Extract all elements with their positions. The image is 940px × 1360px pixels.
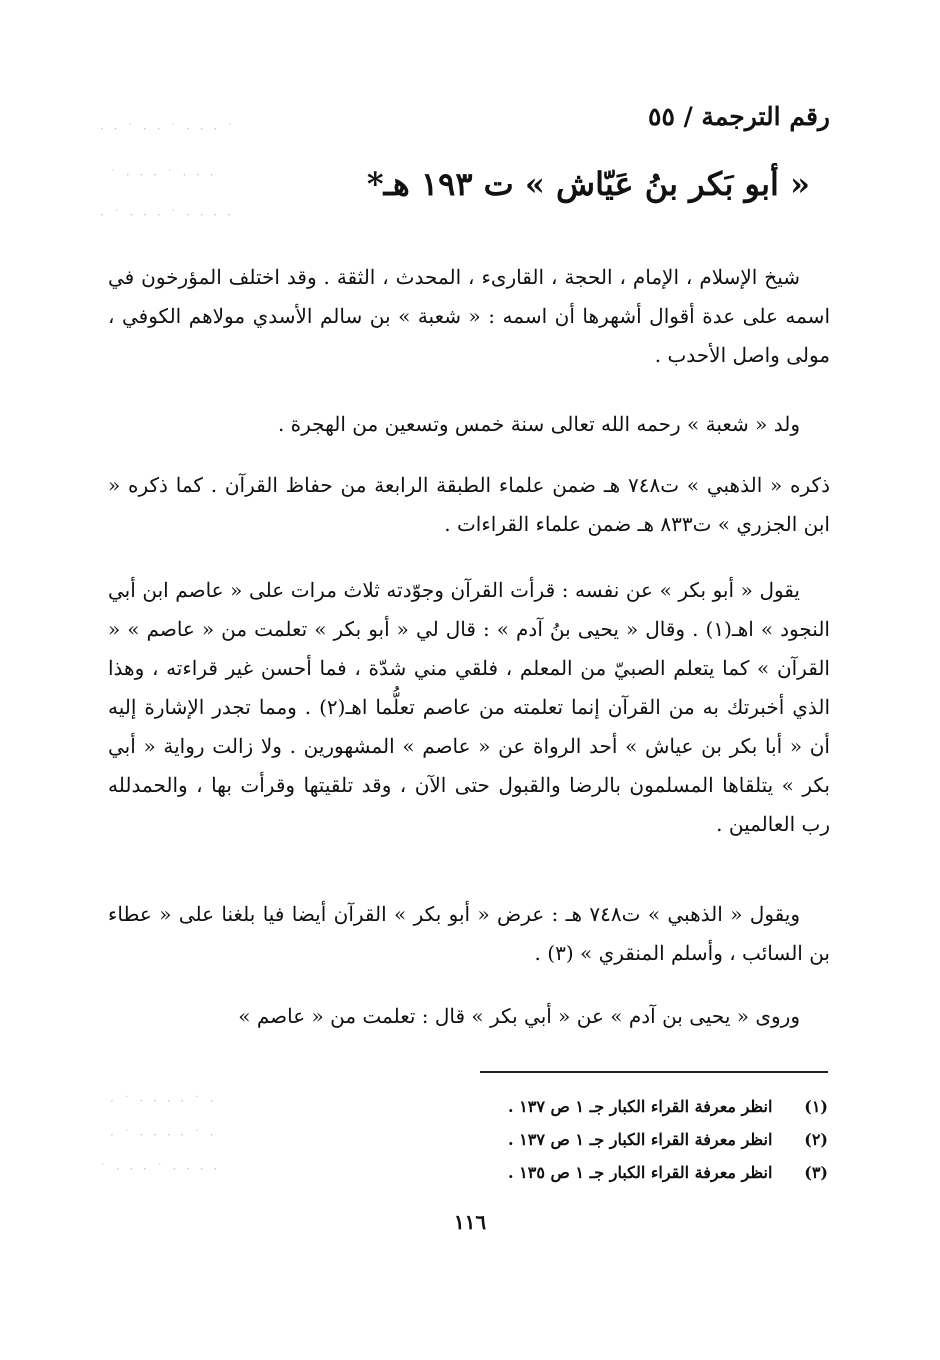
paragraph-birth: ولد « شعبة » رحمه الله تعالى سنة خمس وتسعين من الهجرة . — [277, 412, 800, 436]
scan-show-through: · ˙ · · · · ˙ · — [110, 1128, 217, 1142]
footnote-number: (١) — [804, 1097, 828, 1116]
paragraph-mentions: ذكره « الذهبي » ت٧٤٨ هـ ضمن علماء الطبقة الرابعة من حفاظ القرآن . كما ذكره « ابن الجزري » ت٨٣٣ هـ ضمن علماء القراءات . — [108, 473, 830, 536]
footnotes — [408, 1090, 828, 1189]
biography-title: « أبو بَكر بنُ عَيّاش » ت ١٩٣ هـ* — [366, 165, 810, 203]
page-number: ١١٦ — [453, 1210, 487, 1234]
footnote-divider — [480, 1071, 828, 1073]
scan-show-through: ˙ · · · ˙ · · · · — [100, 1162, 221, 1176]
scan-show-through: · · ˙ · · ˙ · · · ˙ — [100, 122, 237, 136]
paragraph-narration: يقول « أبو بكر » عن نفسه : قرأت القرآن وجوّدته ثلاث مرات على « عاصم ابن أبي النجود » اهـ(١) . وقال « يحيى بنُ آدم » : قال لي « أبو بكر » تعلمت من « عاصم » « القرآن » كما يتعلم الصبيّ من المعلم ، فلقي مني شدّة ، فما أحسن غير قراءته ، وهذا الذي أخبرتك به من القرآن إنما تعلمته من عاصم تعلُّما اهـ(٢) . ومما تجدر الإشارة إليه أن « أبا بكر بن عياش » أحد الرواة عن « عاصم » المشهورين . ولا زالت رواية « أبي بكر » يتلقاها المسلمون بالرضا والقبول حتى الآن ، وقد تلقيتها وقرأت بها ، والحمدلله رب العالمين . — [108, 578, 830, 836]
footnote — [408, 1156, 828, 1189]
biography-number: رقم الترجمة / ٥٥ — [648, 102, 830, 131]
paragraph-dhahabi: ويقول « الذهبي » ت٧٤٨ هـ : عرض « أبو بكر » القرآن أيضا فيا بلغنا على « عطاء بن السائب ، وأسلم المنقري » (٣) . — [108, 902, 830, 965]
scan-show-through: ˙ · · · ˙ · · · — [110, 168, 217, 182]
scan-show-through: · ˙ · · · ˙ · · · · — [100, 208, 234, 222]
footnote-text: انظر معرفة القراء الكبار جـ ١ ص ١٣٧ . — [508, 1097, 773, 1116]
footnote-text: انظر معرفة القراء الكبار جـ ١ ص ١٣٥ . — [508, 1163, 773, 1182]
footnote — [408, 1123, 828, 1156]
scan-show-through: · ˙ · · · · ˙ · — [110, 1094, 217, 1108]
footnote — [408, 1090, 828, 1123]
paragraph-introduction: شيخ الإسلام ، الإمام ، الحجة ، القارىء ، المحدث ، الثقة . وقد اختلف المؤرخون في اسمه على عدة أقوال أشهرها أن اسمه : « شعبة » بن سالم الأسدي مولاهم الكوفي ، مولى واصل الأحدب . — [108, 265, 830, 367]
footnote-text: انظر معرفة القراء الكبار جـ ١ ص ١٣٧ . — [508, 1130, 773, 1149]
footnote-number: (٢) — [804, 1130, 828, 1149]
paragraph-yahya: وروى « يحيى بن آدم » عن « أبي بكر » قال : تعلمت من « عاصم » — [238, 1004, 800, 1028]
footnote-number: (٣) — [804, 1163, 828, 1182]
